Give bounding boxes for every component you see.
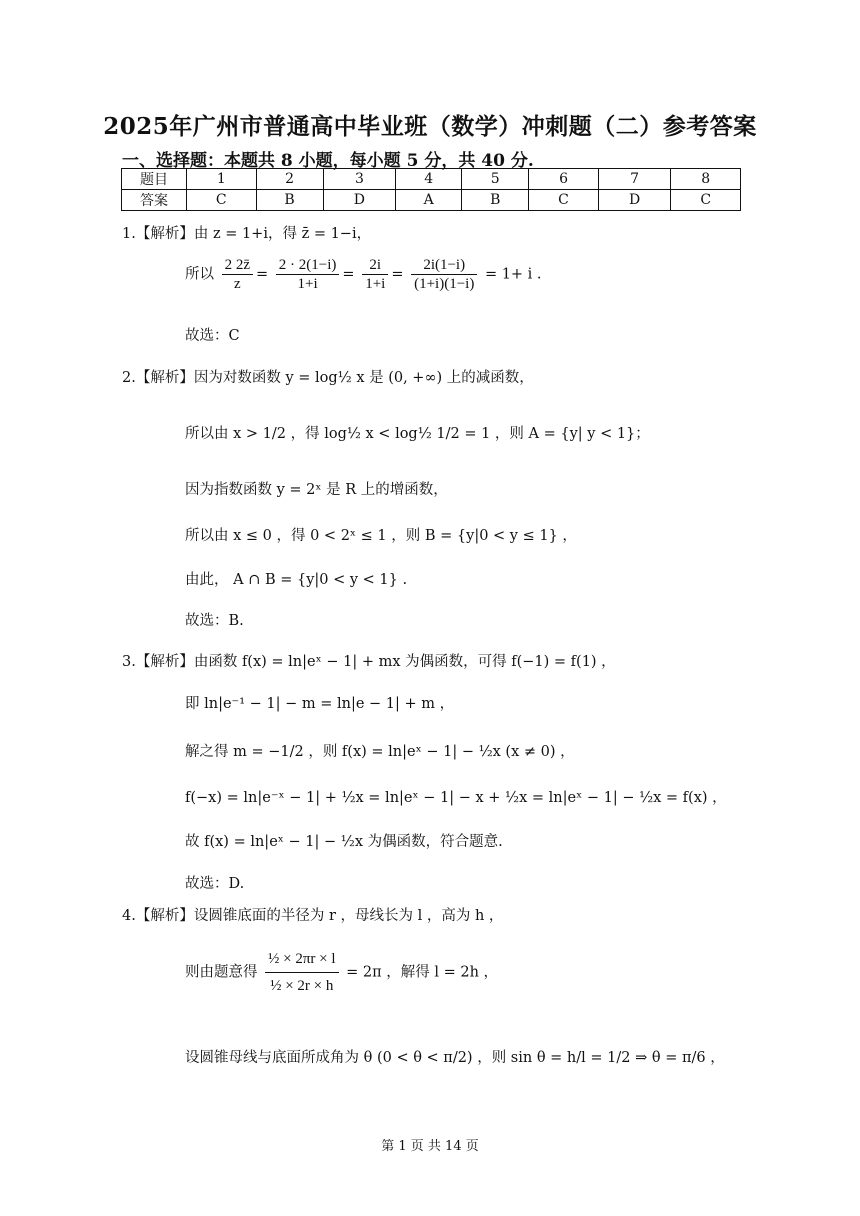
table-cell: C [671, 190, 741, 211]
q1-fraction [411, 256, 477, 293]
q1-choice: 故选：C [185, 328, 240, 344]
page-footer: 第 1 页 共 14 页 [381, 1139, 479, 1154]
q4-line: 设圆锥母线与底面所成角为 θ (0 < θ < π/2) ，则 sin θ = h/l = 1/2 ⇒ θ = π/6 ， [185, 1050, 725, 1066]
q3-line: 解之得 m = −1/2 ，则 f(x) = ln|eˣ − 1| − ½x (x ≠ 0) ， [185, 744, 575, 760]
table-cell: 2 [256, 169, 323, 190]
q3-line: 即 ln|e⁻¹ − 1| − m = ln|e − 1| + m ， [185, 696, 455, 712]
fraction-numerator: ½ × 2πr × l [265, 946, 338, 973]
q3-line: f(−x) = ln|e⁻ˣ − 1| + ½x = ln|eˣ − 1| − x + ½x = ln|eˣ − 1| − ½x = f(x) ， [185, 790, 727, 806]
q4-intro: 4.【解析】设圆锥底面的半径为 r ，母线长为 l ，高为 h ， [122, 908, 504, 924]
q2-choice: 故选：B. [185, 613, 244, 629]
q2-line: 因为指数函数 y = 2ˣ 是 R 上的增函数， [185, 482, 448, 498]
q1-fraction [222, 256, 253, 293]
q4-equation [185, 946, 498, 999]
q4-fraction [265, 946, 338, 999]
fraction-denominator: 1+i [365, 276, 386, 292]
table-row-label: 题目 [122, 169, 187, 190]
table-cell: A [396, 190, 462, 211]
q2-line: 所以由 x > 1/2 ，得 log½ x < log½ 1/2 = 1 ，则 A = {y| y < 1}； [185, 426, 650, 442]
fraction-numerator: 2 · 2(1−i) [276, 256, 340, 275]
q2-intro: 2.【解析】因为对数函数 y = log½ x 是 (0, +∞) 上的减函数， [122, 370, 534, 386]
q3-intro: 3.【解析】由函数 f(x) = ln|eˣ − 1| + mx 为偶函数，可得 f(−1) = f(1) ， [122, 654, 616, 670]
answer-table [121, 168, 741, 211]
table-row-label: 答案 [122, 190, 187, 211]
fraction-denominator: z [233, 276, 241, 292]
q2-line: 由此， A ∩ B = {y|0 < y < 1} . [185, 572, 408, 588]
fraction-denominator: (1+i)(1−i) [414, 276, 475, 292]
q1-equation: 所以 $\frac{2 2z̄}{z}$ = $\frac{2 \cdot 2(1-i)}{1+i}$ = $\frac{2i}{1+i}$ = $\frac{2i(1-i)}{(1+i)(1-i)}$ = 1+ i . [185, 257, 542, 292]
table-row [122, 169, 741, 190]
q4-result: = 2π ，解得 l = 2h ， [346, 964, 499, 981]
fraction-numerator: 2 2z̄ [222, 256, 253, 275]
q2-line: 所以由 x ≤ 0 ，得 0 < 2ˣ ≤ 1 ，则 B = {y|0 < y ≤ 1} ， [185, 528, 577, 544]
fraction-numerator: 2i(1−i) [411, 256, 477, 275]
q1-prefix: 所以 [185, 266, 214, 283]
table-cell: 1 [187, 169, 257, 190]
fraction-denominator: 1+i [297, 276, 318, 292]
page-title: 2025年广州市普通高中毕业班（数学）冲刺题（二）参考答案 [103, 113, 757, 140]
table-cell: 6 [529, 169, 599, 190]
section-heading: 一、选择题：本题共 8 小题，每小题 5 分，共 40 分. [122, 151, 534, 171]
table-cell: 8 [671, 169, 741, 190]
table-cell: B [462, 190, 529, 211]
q1-result: = 1+ i . [484, 266, 542, 283]
q3-choice: 故选：D. [185, 876, 245, 892]
q3-line: 故 f(x) = ln|eˣ − 1| − ½x 为偶函数，符合题意. [185, 834, 503, 850]
table-cell: 5 [462, 169, 529, 190]
table-cell: D [323, 190, 396, 211]
table-cell: 7 [598, 169, 671, 190]
q1-intro: 1.【解析】由 z = 1+i，得 z̄ = 1−i， [122, 226, 372, 242]
q1-fraction [276, 256, 340, 293]
table-cell: C [187, 190, 257, 211]
table-cell: 3 [323, 169, 396, 190]
table-cell: C [529, 190, 599, 211]
fraction-numerator: 2i [362, 256, 388, 275]
fraction-denominator: ½ × 2r × h [270, 978, 334, 994]
table-row [122, 190, 741, 211]
q4-prefix: 则由题意得 [185, 964, 258, 981]
q1-fraction [362, 256, 388, 293]
table-cell: D [598, 190, 671, 211]
table-cell: 4 [396, 169, 462, 190]
table-cell: B [256, 190, 323, 211]
